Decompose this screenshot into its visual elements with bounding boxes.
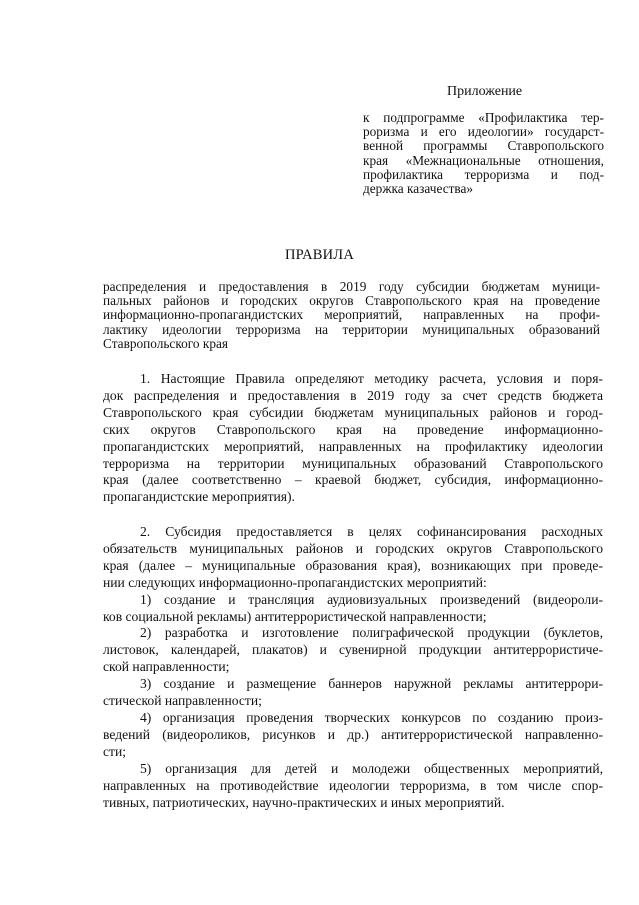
list-item-line: 3) создание и размещение баннеров наружной рекламы антитеррори- <box>140 676 603 692</box>
paragraph-line: 2. Субсидия предоставляется в целях софинансирования расходных <box>140 524 603 539</box>
appendix-line: профилактика терроризма и под- <box>363 166 604 182</box>
appendix-reference <box>363 111 604 196</box>
paragraph-line: обязательств муниципальных районов и городских округов Ставропольского <box>103 540 603 556</box>
list-item-line: 4) организация проведения творческих конкурсов по созданию произ- <box>140 709 603 725</box>
paragraph-line: 1. Настоящие Правила определяют методику расчета, условия и поря- <box>140 371 603 386</box>
paragraph-line: пропагандистских мероприятий, направленных на профилактику идеологии <box>103 438 603 454</box>
subtitle-line: пальных районов и городских округов Ставропольского края на проведение <box>103 293 600 309</box>
paragraph-line: края (далее – муниципальные образования края), возникающих при проведе- <box>103 557 603 573</box>
paragraph-2 <box>103 524 603 811</box>
paragraph-line: Ставропольского края субсидии бюджетам муниципальных районов и город- <box>103 404 603 420</box>
paragraph-line: терроризма на территории муниципальных образований Ставропольского <box>103 455 603 471</box>
appendix-line: венной программы Ставропольского <box>363 138 604 154</box>
subtitle-line: информационно-пропагандистских мероприятий, направленных на профи- <box>103 307 600 323</box>
subtitle-line: Ставропольского края <box>103 335 228 351</box>
paragraph-line: пропагандистские мероприятия). <box>103 489 295 505</box>
list-item-line: листовок, календарей, плакатов) и сувенирной продукции антитеррористиче- <box>103 642 603 658</box>
paragraph-1 <box>103 371 603 506</box>
list-item-line: 2) разработка и изготовление полиграфической продукции (буклетов, <box>140 625 603 641</box>
list-item-line: 5) организация для детей и молодежи общественных мероприятий, <box>140 760 603 776</box>
paragraph-line: ских округов Ставропольского края на проведение информационно- <box>103 421 603 437</box>
document-subtitle <box>103 280 600 351</box>
list-item-line: 1) создание и трансляция аудиовизуальных произведений (видеороли- <box>140 591 603 607</box>
document-title: ПРАВИЛА <box>284 247 354 263</box>
appendix-title: Приложение <box>447 84 523 99</box>
subtitle-line: распределения и предоставления в 2019 году субсидии бюджетам муници- <box>103 279 600 294</box>
paragraph-line: док распределения и предоставления в 2019 году за счет средств бюджета <box>103 387 603 403</box>
appendix-line: края «Межнациональные отношения, <box>363 152 604 168</box>
appendix-line: роризма и его идеологии» государст- <box>363 124 604 140</box>
subtitle-line: лактику идеологии терроризма на территории муниципальных образований <box>103 321 600 337</box>
paragraph-line: нии следующих информационно-пропагандистских мероприятий: <box>103 574 487 590</box>
list-item-line: стической направленности; <box>103 693 262 709</box>
list-item-line: направленных на противодействие идеологии терроризма, в том числе спор- <box>103 777 603 793</box>
list-item-line: ской направленности; <box>103 659 230 675</box>
list-item-line: ков социальной рекламы) антитеррористической направленности; <box>103 608 487 624</box>
appendix-line: держка казачества» <box>363 181 474 197</box>
list-item-line: сти; <box>103 743 127 759</box>
list-item-line: ведений (видеороликов, рисунков и др.) антитеррористической направленно- <box>103 726 603 742</box>
list-item-line: тивных, патриотических, научно-практических и иных мероприятий. <box>103 794 505 810</box>
paragraph-line: края (далее соответственно – краевой бюджет, субсидия, информационно- <box>103 472 603 488</box>
appendix-line: к подпрограмме «Профилактика тер- <box>363 110 604 125</box>
